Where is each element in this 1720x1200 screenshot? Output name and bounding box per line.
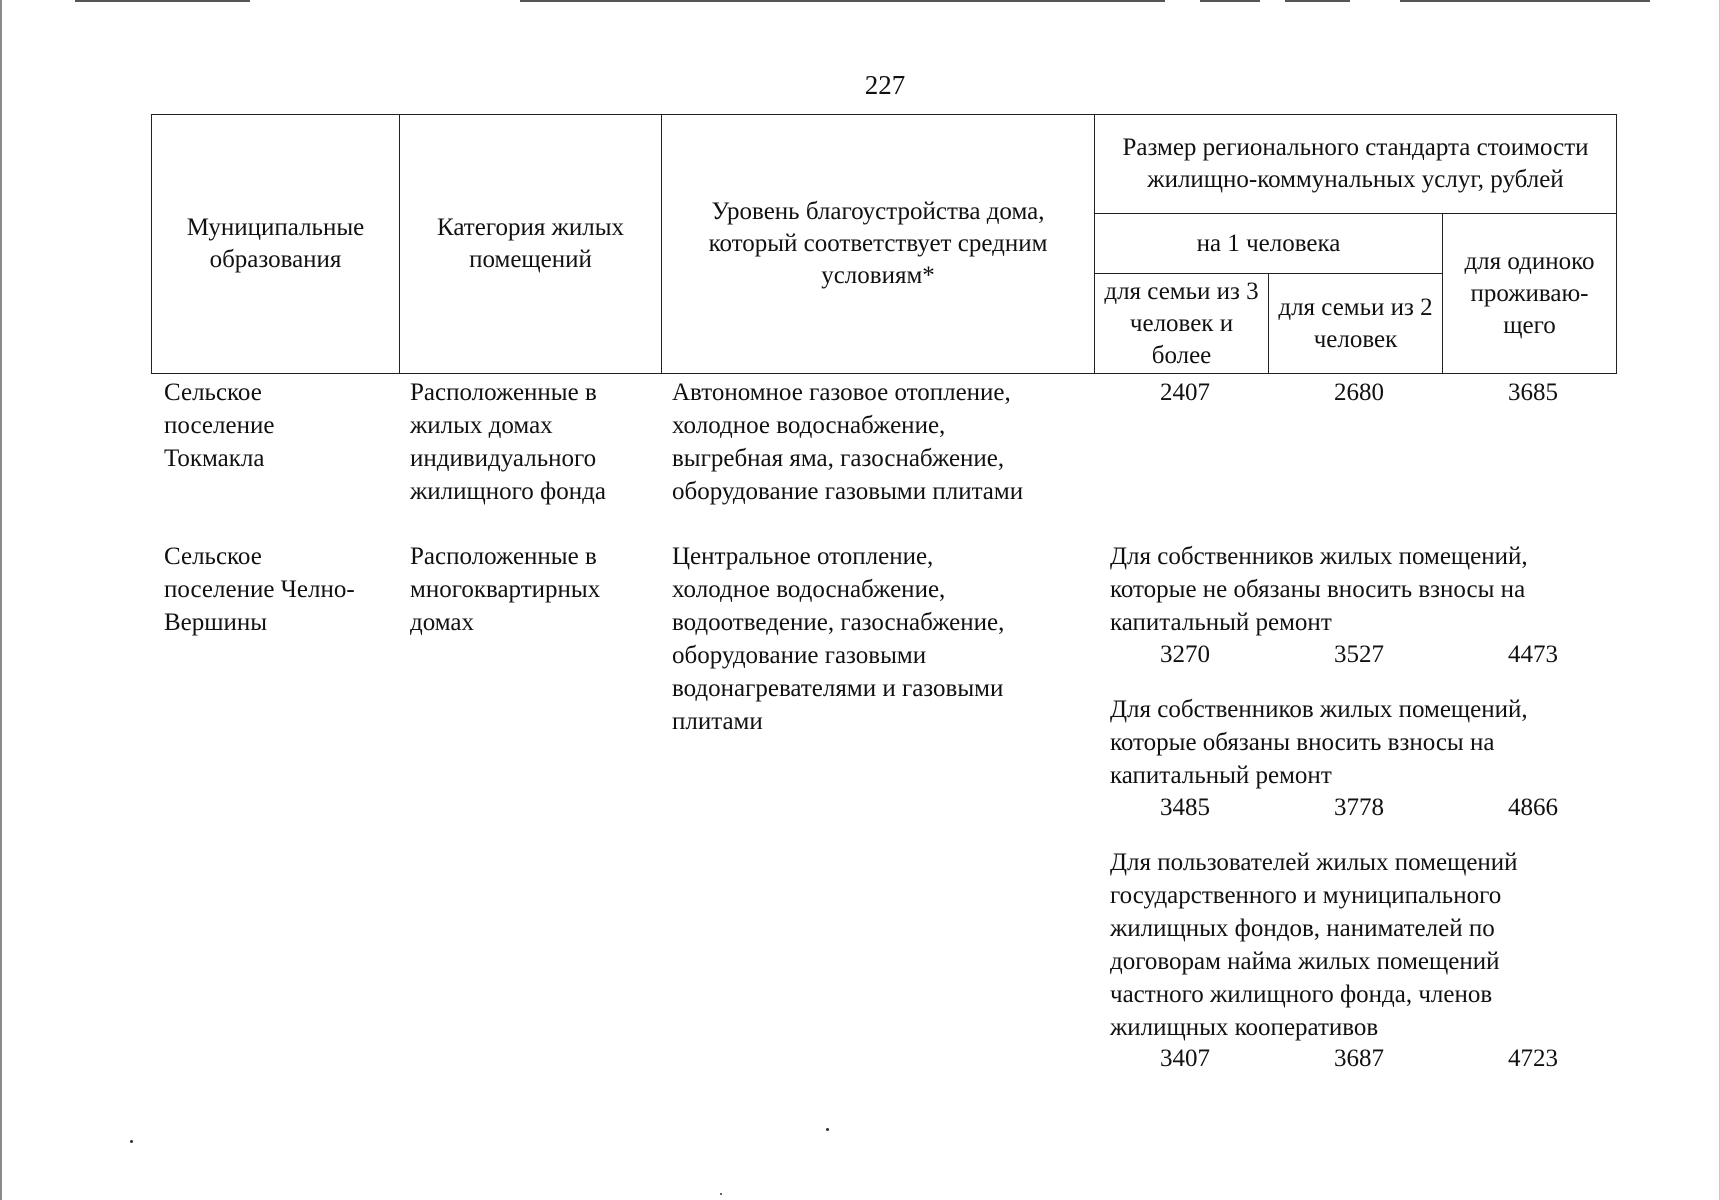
row2-group3-value-family3: 3407 — [1160, 1045, 1210, 1072]
row2-municipality: Сельское поселение Челно- Вершины — [164, 543, 355, 636]
row2-group2-label: Для собственников жилых помещений, которые обязаны вносить взносы на капитальный ремонт — [1110, 696, 1528, 789]
row2-group2-value-family3: 3485 — [1160, 794, 1210, 821]
scan-edge-left — [0, 0, 2, 1200]
row1-value-single: 3685 — [1508, 379, 1558, 406]
header-family2: для семьи из 2 человек — [1269, 274, 1443, 374]
row1-category: Расположенные в жилых домах индивидуального жилищного фонда — [410, 379, 606, 505]
page-number: 227 — [864, 70, 906, 100]
row2-group2-value-single: 4866 — [1508, 794, 1558, 821]
header-per-person: на 1 человека — [1095, 214, 1443, 274]
row2-group1-value-family2: 3527 — [1334, 641, 1384, 668]
header-single: для одиноко проживаю-щего — [1443, 214, 1617, 374]
scan-edge-top — [1285, 0, 1350, 2]
row2-group3-value-family2: 3687 — [1334, 1045, 1384, 1072]
row2-group1-value-family3: 3270 — [1160, 641, 1210, 668]
scan-edge-top — [520, 0, 1165, 2]
scan-edge-top — [1200, 0, 1260, 2]
scan-edge-top — [1400, 0, 1650, 2]
header-family3: для семьи из 3 человек и более — [1095, 274, 1269, 374]
row2-group1-value-single: 4473 — [1508, 641, 1558, 668]
row1-level: Автономное газовое отопление, холодное водоснабжение, выгребная яма, газоснабжение, оборудование газовыми плитами — [672, 379, 1024, 505]
row1-value-family3: 2407 — [1160, 379, 1210, 406]
row1-municipality: Сельское поселение Токмакла — [164, 379, 275, 472]
row2-group2-value-family2: 3778 — [1334, 794, 1384, 821]
table-header — [151, 114, 1617, 374]
row2-group1-label: Для собственников жилых помещений, которые не обязаны вносить взносы на капитальный ремонт — [1110, 543, 1528, 636]
header-standard: Размер регионального стандарта стоимости жилищно-коммунальных услуг, рублей — [1095, 115, 1617, 214]
header-level: Уровень благоустройства дома, который соответствует средним условиям* — [662, 115, 1095, 374]
row1-value-family2: 2680 — [1334, 379, 1384, 406]
scan-edge-top — [75, 0, 250, 2]
row2-group3-value-single: 4723 — [1508, 1045, 1558, 1072]
row2-group3-label: Для пользователей жилых помещений государственного и муниципального жилищных фондов, нанимателей по договорам найма жилых помещений частного жилищного фонда, членов жилищных кооперативов — [1110, 849, 1518, 1041]
scan-speck — [826, 1128, 829, 1131]
header-category: Категория жилых помещений — [400, 115, 662, 374]
header-municipality: Муниципальные образования — [152, 115, 400, 374]
scan-speck — [130, 1140, 133, 1143]
scan-speck — [720, 1193, 722, 1195]
row2-category: Расположенные в многоквартирных домах — [410, 543, 601, 636]
row2-level: Центральное отопление, холодное водоснабжение, водоотведение, газоснабжение, оборудование газовыми водонагревателями и газовыми плитами — [672, 543, 1005, 735]
